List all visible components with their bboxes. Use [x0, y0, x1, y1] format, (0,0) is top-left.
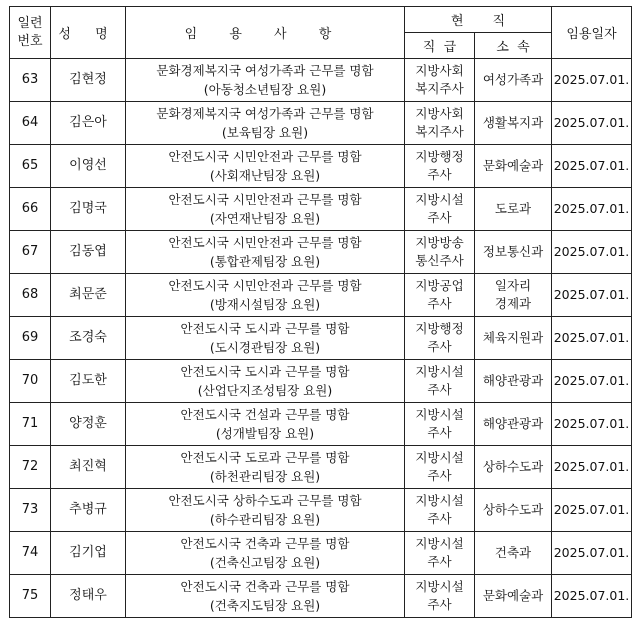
grade-line: 통신주사 — [415, 253, 464, 268]
department-cell — [475, 59, 552, 102]
grade-cell — [405, 102, 475, 145]
table-row — [10, 102, 632, 145]
department-line: 정보통신과 — [482, 244, 544, 259]
person-name: 조경숙 — [51, 317, 126, 360]
grade-cell — [405, 489, 475, 532]
department-cell — [475, 489, 552, 532]
appointment-line: 안전도시국 건축과 근무를 명함 — [180, 536, 350, 551]
serial-number: 64 — [10, 102, 51, 145]
serial-number: 70 — [10, 360, 51, 403]
grade-cell — [405, 231, 475, 274]
appointment-detail — [126, 188, 405, 231]
appointment-date: 2025.07.01. — [552, 274, 632, 317]
appointment-detail — [126, 489, 405, 532]
department-line: 일자리 — [494, 278, 532, 293]
department-line: 여성가족과 — [482, 72, 544, 87]
person-name: 김기업 — [51, 532, 126, 575]
appointment-team: (도시경관팀장 요원) — [209, 340, 321, 355]
appointment-team: (하천관리팀장 요원) — [209, 469, 321, 484]
serial-number: 72 — [10, 446, 51, 489]
appointment-detail — [126, 102, 405, 145]
grade-line: 지방사회 — [415, 63, 464, 78]
department-line: 생활복지과 — [482, 115, 544, 130]
grade-line: 복지주사 — [415, 124, 464, 139]
appointment-team: (건축지도팀장 요원) — [209, 598, 321, 613]
appointment-team: (건축신고팀장 요원) — [209, 555, 321, 570]
table-row — [10, 317, 632, 360]
grade-line: 지방시설 — [415, 493, 464, 508]
department-line: 해양관광과 — [482, 373, 544, 388]
grade-line: 주사 — [427, 296, 452, 311]
appointment-team: (성개발팀장 요원) — [215, 426, 315, 441]
header-grade: 직 급 — [405, 33, 475, 59]
grade-line: 주사 — [427, 468, 452, 483]
appointment-team: (자연재난팀장 요원) — [209, 211, 321, 226]
appointment-line: 안전도시국 상하수도과 근무를 명함 — [168, 493, 362, 508]
appointment-detail — [126, 317, 405, 360]
appointment-detail — [126, 446, 405, 489]
department-cell — [475, 188, 552, 231]
header-appointment-date: 임용일자 — [552, 7, 632, 59]
person-name: 양정훈 — [51, 403, 126, 446]
person-name: 정태우 — [51, 575, 126, 618]
appointment-line: 안전도시국 시민안전과 근무를 명함 — [168, 192, 362, 207]
grade-line: 지방시설 — [415, 407, 464, 422]
table-row — [10, 274, 632, 317]
appointment-line: 안전도시국 시민안전과 근무를 명함 — [168, 278, 362, 293]
appointment-line: 안전도시국 시민안전과 근무를 명함 — [168, 149, 362, 164]
grade-cell — [405, 403, 475, 446]
appointment-team: (아동청소년팀장 요원) — [203, 82, 327, 97]
appointment-detail — [126, 403, 405, 446]
grade-cell — [405, 274, 475, 317]
table-row — [10, 145, 632, 188]
department-cell — [475, 274, 552, 317]
appointment-team: (보육팀장 요원) — [221, 125, 309, 140]
person-name: 김은아 — [51, 102, 126, 145]
appointment-line: 안전도시국 도시과 근무를 명함 — [180, 321, 350, 336]
department-line: 상하수도과 — [482, 502, 544, 517]
appointment-date: 2025.07.01. — [552, 446, 632, 489]
grade-line: 주사 — [427, 425, 452, 440]
grade-line: 주사 — [427, 554, 452, 569]
appointment-detail — [126, 59, 405, 102]
appointment-detail — [126, 145, 405, 188]
grade-line: 지방행정 — [415, 321, 464, 336]
department-cell — [475, 575, 552, 618]
person-name: 김현정 — [51, 59, 126, 102]
appointment-team: (통합관제팀장 요원) — [209, 254, 321, 269]
department-cell — [475, 403, 552, 446]
serial-number: 73 — [10, 489, 51, 532]
department-cell — [475, 360, 552, 403]
grade-cell — [405, 360, 475, 403]
table-row — [10, 188, 632, 231]
grade-cell — [405, 446, 475, 489]
grade-line: 지방시설 — [415, 364, 464, 379]
grade-line: 복지주사 — [415, 81, 464, 96]
appointment-line: 안전도시국 건축과 근무를 명함 — [180, 579, 350, 594]
appointment-line: 안전도시국 도로과 근무를 명함 — [180, 450, 350, 465]
grade-cell — [405, 317, 475, 360]
grade-line: 지방방송 — [415, 235, 464, 250]
appointment-date: 2025.07.01. — [552, 360, 632, 403]
appointment-date: 2025.07.01. — [552, 145, 632, 188]
grade-line: 주사 — [427, 511, 452, 526]
appointment-line: 문화경제복지국 여성가족과 근무를 명함 — [156, 63, 374, 78]
grade-line: 지방시설 — [415, 579, 464, 594]
department-line: 도로과 — [494, 201, 532, 216]
appointment-team: (방재시설팀장 요원) — [209, 297, 321, 312]
appointment-detail — [126, 532, 405, 575]
department-line: 경제과 — [494, 296, 532, 311]
department-line: 해양관광과 — [482, 416, 544, 431]
serial-number: 74 — [10, 532, 51, 575]
header-appointment-detail: 임 용 사 항 — [126, 7, 405, 59]
person-name: 이영선 — [51, 145, 126, 188]
serial-number: 71 — [10, 403, 51, 446]
appointment-date: 2025.07.01. — [552, 489, 632, 532]
grade-line: 주사 — [427, 382, 452, 397]
table-row — [10, 575, 632, 618]
appointment-team: (산업단지조성팀장 요원) — [197, 383, 333, 398]
appointment-date: 2025.07.01. — [552, 102, 632, 145]
grade-line: 주사 — [427, 339, 452, 354]
department-cell — [475, 145, 552, 188]
department-cell — [475, 446, 552, 489]
grade-line: 지방시설 — [415, 192, 464, 207]
header-current-position: 현 직 — [405, 7, 552, 33]
person-name: 김동엽 — [51, 231, 126, 274]
department-line: 상하수도과 — [482, 459, 544, 474]
appointment-detail — [126, 360, 405, 403]
appointment-detail — [126, 575, 405, 618]
header-department: 소 속 — [475, 33, 552, 59]
appointment-date: 2025.07.01. — [552, 231, 632, 274]
grade-cell — [405, 188, 475, 231]
table-row — [10, 403, 632, 446]
table-row — [10, 59, 632, 102]
appointment-detail — [126, 231, 405, 274]
table-row — [10, 360, 632, 403]
department-cell — [475, 317, 552, 360]
appointment-line: 문화경제복지국 여성가족과 근무를 명함 — [156, 106, 374, 121]
grade-line: 지방공업 — [415, 278, 464, 293]
grade-cell — [405, 145, 475, 188]
grade-cell — [405, 575, 475, 618]
department-line: 문화예술과 — [482, 588, 544, 603]
appointment-date: 2025.07.01. — [552, 188, 632, 231]
person-name: 최진혁 — [51, 446, 126, 489]
appointment-date: 2025.07.01. — [552, 532, 632, 575]
grade-cell — [405, 532, 475, 575]
appointment-team: (사회재난팀장 요원) — [209, 168, 321, 183]
header-name: 성 명 — [51, 7, 126, 59]
serial-number: 67 — [10, 231, 51, 274]
person-name: 최문준 — [51, 274, 126, 317]
appointment-date: 2025.07.01. — [552, 317, 632, 360]
grade-line: 주사 — [427, 167, 452, 182]
appointment-line: 안전도시국 건설과 근무를 명함 — [180, 407, 350, 422]
appointment-date: 2025.07.01. — [552, 59, 632, 102]
serial-number: 69 — [10, 317, 51, 360]
appointment-team: (하수관리팀장 요원) — [209, 512, 321, 527]
grade-line: 주사 — [427, 597, 452, 612]
table-row — [10, 489, 632, 532]
grade-line: 지방시설 — [415, 536, 464, 551]
appointment-line: 안전도시국 시민안전과 근무를 명함 — [168, 235, 362, 250]
appointment-detail — [126, 274, 405, 317]
grade-line: 주사 — [427, 210, 452, 225]
serial-number: 63 — [10, 59, 51, 102]
appointment-line: 안전도시국 도시과 근무를 명함 — [180, 364, 350, 379]
department-cell — [475, 102, 552, 145]
department-line: 건축과 — [494, 545, 532, 560]
header-serial-number: 일련 번호 — [10, 7, 51, 59]
appointment-document — [9, 6, 631, 618]
department-cell — [475, 231, 552, 274]
table-row — [10, 532, 632, 575]
department-line: 문화예술과 — [482, 158, 544, 173]
person-name: 추병규 — [51, 489, 126, 532]
serial-number: 68 — [10, 274, 51, 317]
grade-line: 지방사회 — [415, 106, 464, 121]
table-row — [10, 231, 632, 274]
appointment-date: 2025.07.01. — [552, 403, 632, 446]
table-row — [10, 446, 632, 489]
appointment-table — [9, 6, 632, 618]
serial-number: 66 — [10, 188, 51, 231]
grade-line: 지방행정 — [415, 149, 464, 164]
appointment-date: 2025.07.01. — [552, 575, 632, 618]
person-name: 김도한 — [51, 360, 126, 403]
department-cell — [475, 532, 552, 575]
grade-cell — [405, 59, 475, 102]
person-name: 김명국 — [51, 188, 126, 231]
serial-number: 75 — [10, 575, 51, 618]
grade-line: 지방시설 — [415, 450, 464, 465]
department-line: 체육지원과 — [482, 330, 544, 345]
serial-number: 65 — [10, 145, 51, 188]
